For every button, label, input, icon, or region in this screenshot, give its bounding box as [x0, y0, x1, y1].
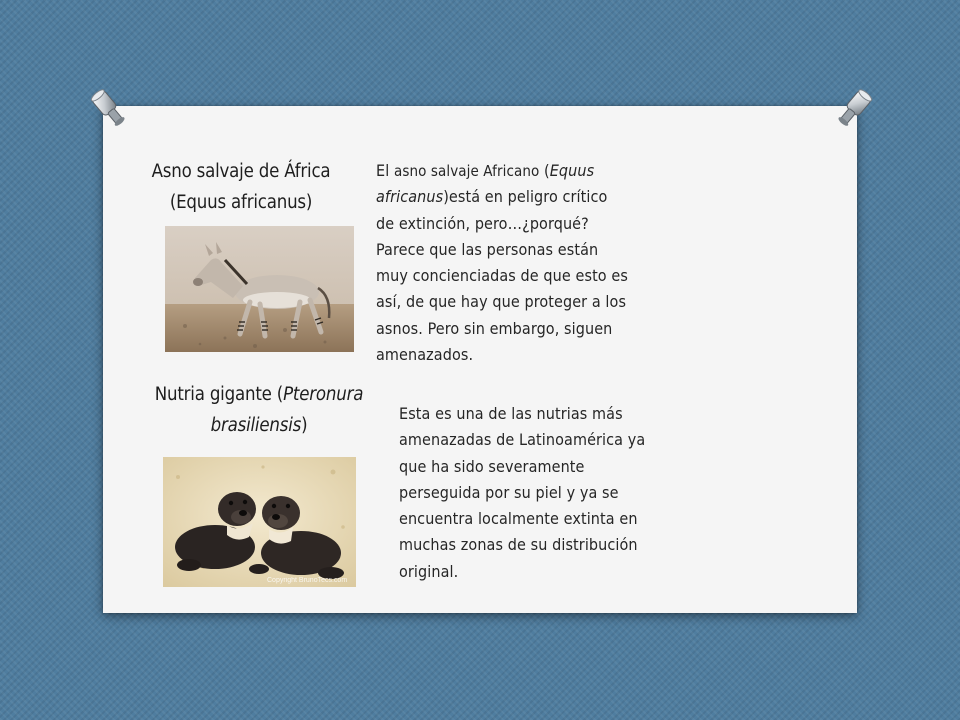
- text-line: de extinción, pero…¿porqué?: [376, 213, 589, 233]
- text-line: encuentra localmente extinta en: [399, 509, 638, 529]
- title-line: (Equus africanus): [169, 192, 313, 213]
- text-line: original.: [399, 561, 459, 581]
- text-line: muy concienciadas de que esto es: [376, 266, 628, 286]
- text-line: amenazados.: [376, 345, 474, 365]
- title-line: Asno salvaje de África: [151, 161, 331, 182]
- otter-icon: [163, 457, 356, 587]
- wild-ass-description: [376, 158, 716, 368]
- text-line: que ha sido severamente: [399, 456, 585, 476]
- text-span-italic: Pteronura: [283, 384, 364, 405]
- text-span: ): [443, 187, 449, 207]
- text-span-italic: Equus: [549, 161, 595, 180]
- text-line: muchas zonas de su distribución: [399, 535, 638, 555]
- pushpin-icon: [84, 84, 136, 136]
- text-span: está en peligro crítico: [448, 187, 608, 207]
- text-span: asno salvaje Africano: [393, 162, 540, 180]
- text-line: amenazadas de Latinoamérica ya: [399, 430, 646, 450]
- section-title-wild-ass: [123, 156, 359, 218]
- text-line: asnos. Pero sin embargo, siguen: [376, 318, 613, 338]
- text-span-italic: brasiliensis: [210, 415, 302, 436]
- text-line: Esta es una de las nutrias más: [399, 404, 623, 423]
- section-title-giant-otter: [123, 379, 395, 441]
- text-line: [376, 158, 716, 184]
- photo-watermark: Copyright BrunoTecs.com: [267, 577, 348, 584]
- title-line: [123, 379, 395, 410]
- text-line: así, de que hay que proteger a los: [376, 292, 627, 312]
- text-line: Parece que las personas están: [376, 239, 599, 259]
- giant-otter-description: [399, 401, 719, 585]
- text-span: Nutria gigante (: [154, 384, 284, 405]
- title-line: [123, 410, 395, 441]
- wild-ass-photo: [165, 226, 354, 352]
- giant-otter-photo: [163, 457, 356, 587]
- text-span: (: [539, 161, 550, 180]
- text-line: perseguida por su piel y ya se: [399, 482, 619, 502]
- text-line: [376, 184, 716, 210]
- text-span-italic: africanus: [376, 187, 444, 207]
- pushpin-icon: [827, 84, 879, 136]
- donkey-icon: [165, 226, 354, 352]
- text-span: ): [301, 415, 308, 436]
- text-span: El: [376, 161, 394, 180]
